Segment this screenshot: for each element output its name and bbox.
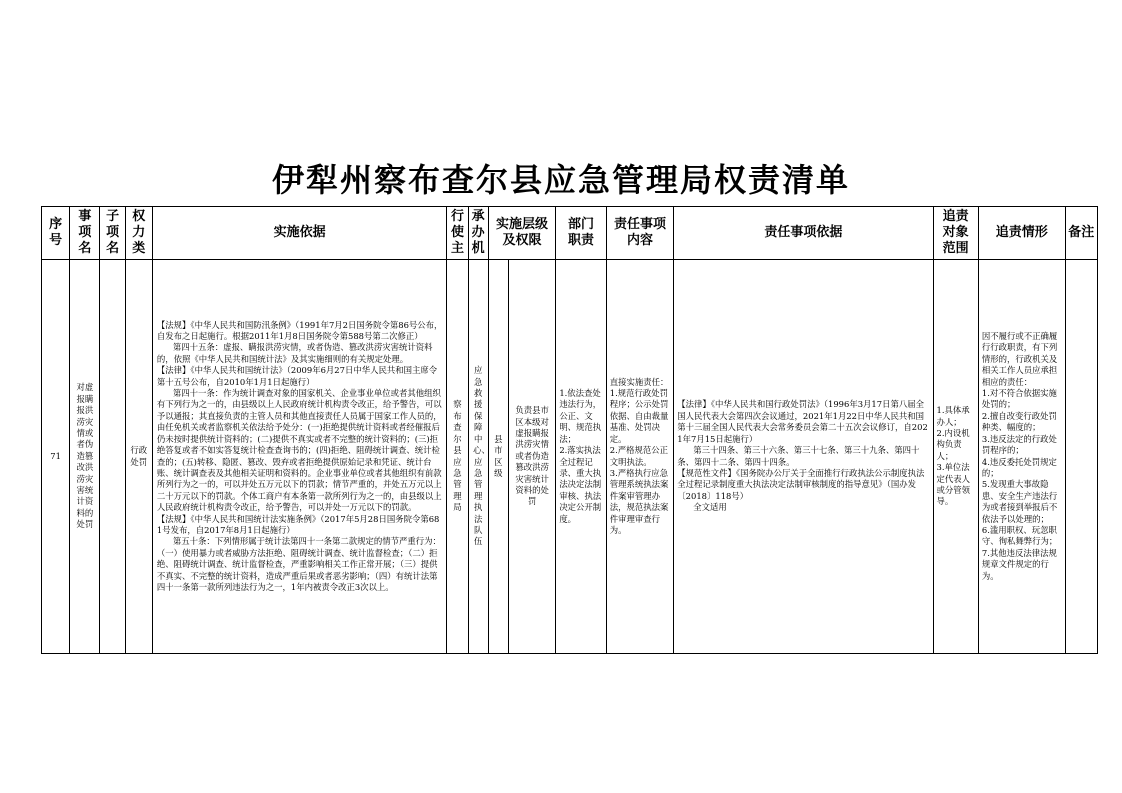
header-subject: 行使主 [447,207,468,260]
cell-level-a: 县市区级 [488,260,508,654]
cell-basis: 【法规】《中华人民共和国防汛条例》（1991年7月2日国务院令第86号公布，自发布之日起施行。根据2011年1月8日国务院令第588号第二次修正） 第四十五条：虚报、瞒报洪涝灾情，或者伪造、篡改洪涝灾害统计资料的，依照《中华人民共和国统计法》及其实施细则的有关规定处理。 【法律】《中华人民共和国统计法》（2009年6月27日中华人民共和国主席令第十五号公布，自2010年1月1日起施行） 第四十一条：作为统计调查对象的国家机关、企业事业单位或者其他组织有下列行为之一的，由县级以上人民政府统计机构责令改正，给予警告，可以予以通报；其直接负责的主管人员和其他直接责任人员属于国家工作人员的，由任免机关或者监察机关依法给予处分：(一)拒绝提供统计资料或者经催报后仍未按时提供统计资料的；(二)提供不真实或者不完整的统计资料的；(三)拒绝答复或者不如实答复统计检查查询书的；(四)拒绝、阻碍统计调查、统计检查的；(五)转移、隐匿、篡改、毁弃或者拒绝提供原始记录和凭证、统计台账、统计调查表及其他相关证明和资料的。企业事业单位或者其他组织有前款所列行为之一的，可以并处五万元以下的罚款；情节严重的，并处五万元以上二十万元以下的罚款。个体工商户有本条第一款所列行为之一的，由县级以上人民政府统计机构责令改正，给予警告，可以并处一万元以下的罚款。 【法规】《中华人民共和国统计法实施条例》（2017年5月28日国务院令第681号发布，自2017年8月1日起施行） 第五十条：下列情形属于统计法第四十一条第二款规定的情节严重行为：（一）使用暴力或者威胁方法拒绝、阻碍统计调查、统计监督检查；（二）拒绝、阻碍统计调查、统计监督检查，严重影响相关工作正常开展；（三）提供不真实、不完整的统计资料，造成严重后果或者恶劣影响；（四）有统计法第四十一条第一款所列违法行为之一，1年内被责令改正3次以上。 [152,260,447,654]
cell-resp-content: 直接实施责任： 1.规范行政处罚程序；公示处罚依据、自由裁量基准、处罚决定。 2.严格规范公正文明执法。 3.严格执行应急管理系统执法案件案审管理办法，规范执法案件审理审查行为。 [606,260,674,654]
cell-remark [1065,260,1097,654]
cell-level-b: 负责县市区本级对虚报瞒报洪涝灾情或者伪造篡改洪涝灾害统计资料的处罚 [508,260,555,654]
header-accountability-scope: 追责对象范围 [933,207,978,260]
header-sub-item-name: 子项名 [100,207,125,260]
cell-seq: 71 [42,260,70,654]
cell-item-name: 对虚报瞒报洪涝灾情或者伪造篡改洪涝灾害统计资料的处罚 [70,260,100,654]
cell-duty: 1.依法查处违法行为，公正、文明、规范执法； 2.落实执法全过程记录、重大执法决定法制审核、执法决定公开制度。 [556,260,606,654]
header-item-name: 事项名 [70,207,100,260]
header-remark: 备注 [1065,207,1097,260]
table-row [42,260,1098,654]
header-level: 实施层级及权限 [488,207,556,260]
cell-accountability-scope: 1.具体承办人； 2.内设机构负责人； 3.单位法定代表人或分管领导。 [933,260,978,654]
header-power-type: 权力类 [125,207,152,260]
header-seq: 序号 [42,207,70,260]
cell-accountability-case: 因不履行或不正确履行行政职责，有下列情形的，行政机关及相关工作人员应承担相应的责任： 1.对不符合依据实施处罚的； 2.擅自改变行政处罚种类、幅度的； 3.违反法定的行政处罚程序的； 4.违反委托处罚规定的； 5.发现重大事故隐患、安全生产违法行为或者接到举报后不依法予以处理的； 6.滥用职权、玩忽职守、徇私舞弊行为； 7.其他违反法律法规规章文件规定的行为。 [978,260,1065,654]
header-resp-basis: 责任事项依据 [674,207,933,260]
page-title: 伊犁州察布查尔县应急管理局权责清单 [271,161,850,199]
header-basis: 实施依据 [152,207,447,260]
header-duty: 部门职责 [556,207,606,260]
responsibility-table [41,206,1098,654]
header-row [42,207,1098,260]
cell-power-type: 行政处罚 [125,260,152,654]
cell-organ: 应急救援保障中心、应急管理执法队伍 [468,260,488,654]
cell-sub-item-name [100,260,125,654]
cell-subject: 察布查尔县应急管理局 [447,260,468,654]
header-resp-content: 责任事项内容 [606,207,674,260]
header-accountability-case: 追责情形 [978,207,1065,260]
cell-resp-basis: 【法律】《中华人民共和国行政处罚法》（1996年3月17日第八届全国人民代表大会第四次会议通过，2021年1月22日中华人民共和国第十三届全国人民代表大会常务委员会第二十五次会议修订，自2021年7月15日起施行） 第三十四条、第三十六条、第三十七条、第三十九条、第四十条、第四十二条、第四十四条。 【规范性文件】《国务院办公厅关于全面推行行政执法公示制度执法全过程记录制度重大执法决定法制审核制度的指导意见》（国办发〔2018〕118号） 全文适用 [674,260,933,654]
header-organ: 承办机 [468,207,488,260]
